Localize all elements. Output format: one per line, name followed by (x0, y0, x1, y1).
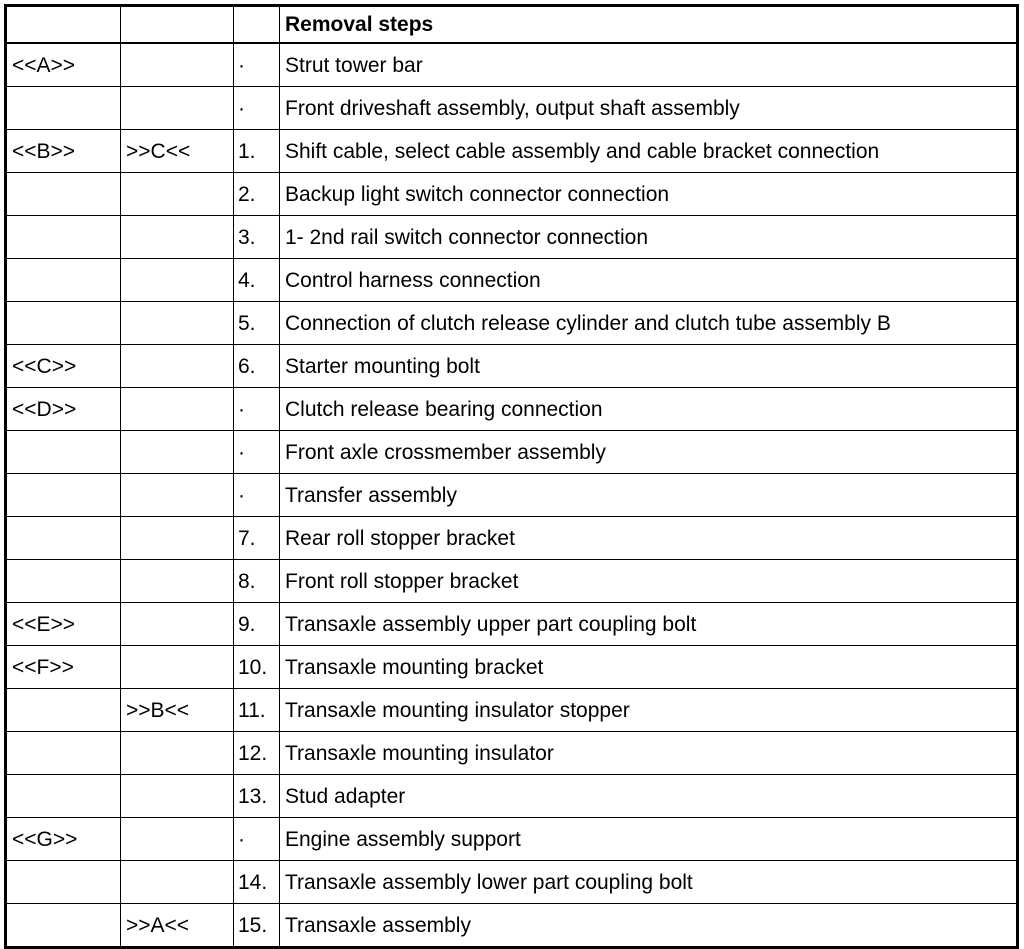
step-number-cell: · (234, 43, 280, 87)
step-description-cell: Backup light switch connector connection (280, 173, 1018, 216)
step-number-cell: 7. (234, 517, 280, 560)
step-number-cell: 11. (234, 689, 280, 732)
installation-ref-cell (121, 517, 234, 560)
installation-ref-cell (121, 775, 234, 818)
removal-ref-cell (6, 302, 121, 345)
installation-ref-cell: >>C<< (121, 130, 234, 173)
table-row (6, 431, 1018, 474)
step-description-cell: Clutch release bearing connection (280, 388, 1018, 431)
step-number-cell: 8. (234, 560, 280, 603)
removal-ref-cell (6, 259, 121, 302)
installation-ref-cell (121, 345, 234, 388)
installation-ref-cell (121, 216, 234, 259)
step-number-cell: · (234, 818, 280, 861)
step-description-cell: Starter mounting bolt (280, 345, 1018, 388)
table-body (6, 43, 1018, 948)
removal-ref-cell (6, 861, 121, 904)
removal-ref-cell: <<C>> (6, 345, 121, 388)
step-description-cell: 1- 2nd rail switch connector connection (280, 216, 1018, 259)
step-description-cell: Front axle crossmember assembly (280, 431, 1018, 474)
table-row (6, 302, 1018, 345)
removal-steps-table (4, 4, 1019, 949)
installation-ref-cell (121, 259, 234, 302)
step-description-cell: Transaxle mounting insulator (280, 732, 1018, 775)
installation-ref-cell (121, 603, 234, 646)
step-number-cell: 3. (234, 216, 280, 259)
step-description-cell: Transfer assembly (280, 474, 1018, 517)
step-number-cell: 14. (234, 861, 280, 904)
table-row (6, 259, 1018, 302)
step-description-cell: Shift cable, select cable assembly and cable bracket connection (280, 130, 1018, 173)
step-description-cell: Transaxle assembly upper part coupling bolt (280, 603, 1018, 646)
header-row (6, 6, 1018, 44)
removal-ref-cell: <<B>> (6, 130, 121, 173)
step-description-cell: Engine assembly support (280, 818, 1018, 861)
removal-ref-cell (6, 173, 121, 216)
table-row (6, 689, 1018, 732)
removal-ref-cell: <<D>> (6, 388, 121, 431)
step-description-cell: Rear roll stopper bracket (280, 517, 1018, 560)
table-row (6, 43, 1018, 87)
step-number-cell: 9. (234, 603, 280, 646)
step-description-cell: Connection of clutch release cylinder and clutch tube assembly B (280, 302, 1018, 345)
removal-ref-cell (6, 732, 121, 775)
removal-ref-cell (6, 474, 121, 517)
table-row (6, 775, 1018, 818)
step-description-cell: Transaxle assembly (280, 904, 1018, 948)
installation-ref-cell: >>B<< (121, 689, 234, 732)
step-number-cell: 6. (234, 345, 280, 388)
installation-ref-cell (121, 302, 234, 345)
step-number-cell: · (234, 431, 280, 474)
table-row (6, 861, 1018, 904)
step-number-cell: 15. (234, 904, 280, 948)
step-number-cell: 4. (234, 259, 280, 302)
installation-ref-cell: >>A<< (121, 904, 234, 948)
removal-ref-cell: <<E>> (6, 603, 121, 646)
installation-ref-cell (121, 646, 234, 689)
step-description-cell: Transaxle assembly lower part coupling bolt (280, 861, 1018, 904)
table-row (6, 517, 1018, 560)
step-number-cell: 2. (234, 173, 280, 216)
removal-ref-cell (6, 560, 121, 603)
step-number-cell: 10. (234, 646, 280, 689)
table-row (6, 474, 1018, 517)
removal-ref-cell (6, 216, 121, 259)
removal-ref-cell (6, 517, 121, 560)
step-number-cell: · (234, 388, 280, 431)
step-number-cell: 13. (234, 775, 280, 818)
removal-ref-cell: <<G>> (6, 818, 121, 861)
step-number-cell: · (234, 87, 280, 130)
step-description-cell: Strut tower bar (280, 43, 1018, 87)
step-description-cell: Front roll stopper bracket (280, 560, 1018, 603)
table-row (6, 904, 1018, 948)
removal-ref-cell (6, 431, 121, 474)
header-cell (121, 6, 234, 44)
table-row (6, 345, 1018, 388)
step-description-cell: Control harness connection (280, 259, 1018, 302)
header-cell (234, 6, 280, 44)
table-row (6, 216, 1018, 259)
table-row (6, 130, 1018, 173)
header-removal-steps: Removal steps (280, 6, 1018, 44)
installation-ref-cell (121, 861, 234, 904)
installation-ref-cell (121, 388, 234, 431)
installation-ref-cell (121, 732, 234, 775)
installation-ref-cell (121, 173, 234, 216)
table-row (6, 388, 1018, 431)
removal-ref-cell: <<A>> (6, 43, 121, 87)
installation-ref-cell (121, 474, 234, 517)
table-row (6, 732, 1018, 775)
installation-ref-cell (121, 43, 234, 87)
installation-ref-cell (121, 818, 234, 861)
step-number-cell: 12. (234, 732, 280, 775)
step-description-cell: Transaxle mounting insulator stopper (280, 689, 1018, 732)
table-row (6, 646, 1018, 689)
removal-ref-cell (6, 775, 121, 818)
table-row (6, 87, 1018, 130)
removal-ref-cell (6, 904, 121, 948)
step-description-cell: Front driveshaft assembly, output shaft assembly (280, 87, 1018, 130)
removal-ref-cell (6, 87, 121, 130)
installation-ref-cell (121, 87, 234, 130)
removal-ref-cell: <<F>> (6, 646, 121, 689)
table-row (6, 818, 1018, 861)
removal-ref-cell (6, 689, 121, 732)
step-number-cell: 1. (234, 130, 280, 173)
step-description-cell: Stud adapter (280, 775, 1018, 818)
installation-ref-cell (121, 431, 234, 474)
step-number-cell: · (234, 474, 280, 517)
table-row (6, 603, 1018, 646)
step-number-cell: 5. (234, 302, 280, 345)
table-row (6, 560, 1018, 603)
step-description-cell: Transaxle mounting bracket (280, 646, 1018, 689)
installation-ref-cell (121, 560, 234, 603)
table-row (6, 173, 1018, 216)
header-cell (6, 6, 121, 44)
